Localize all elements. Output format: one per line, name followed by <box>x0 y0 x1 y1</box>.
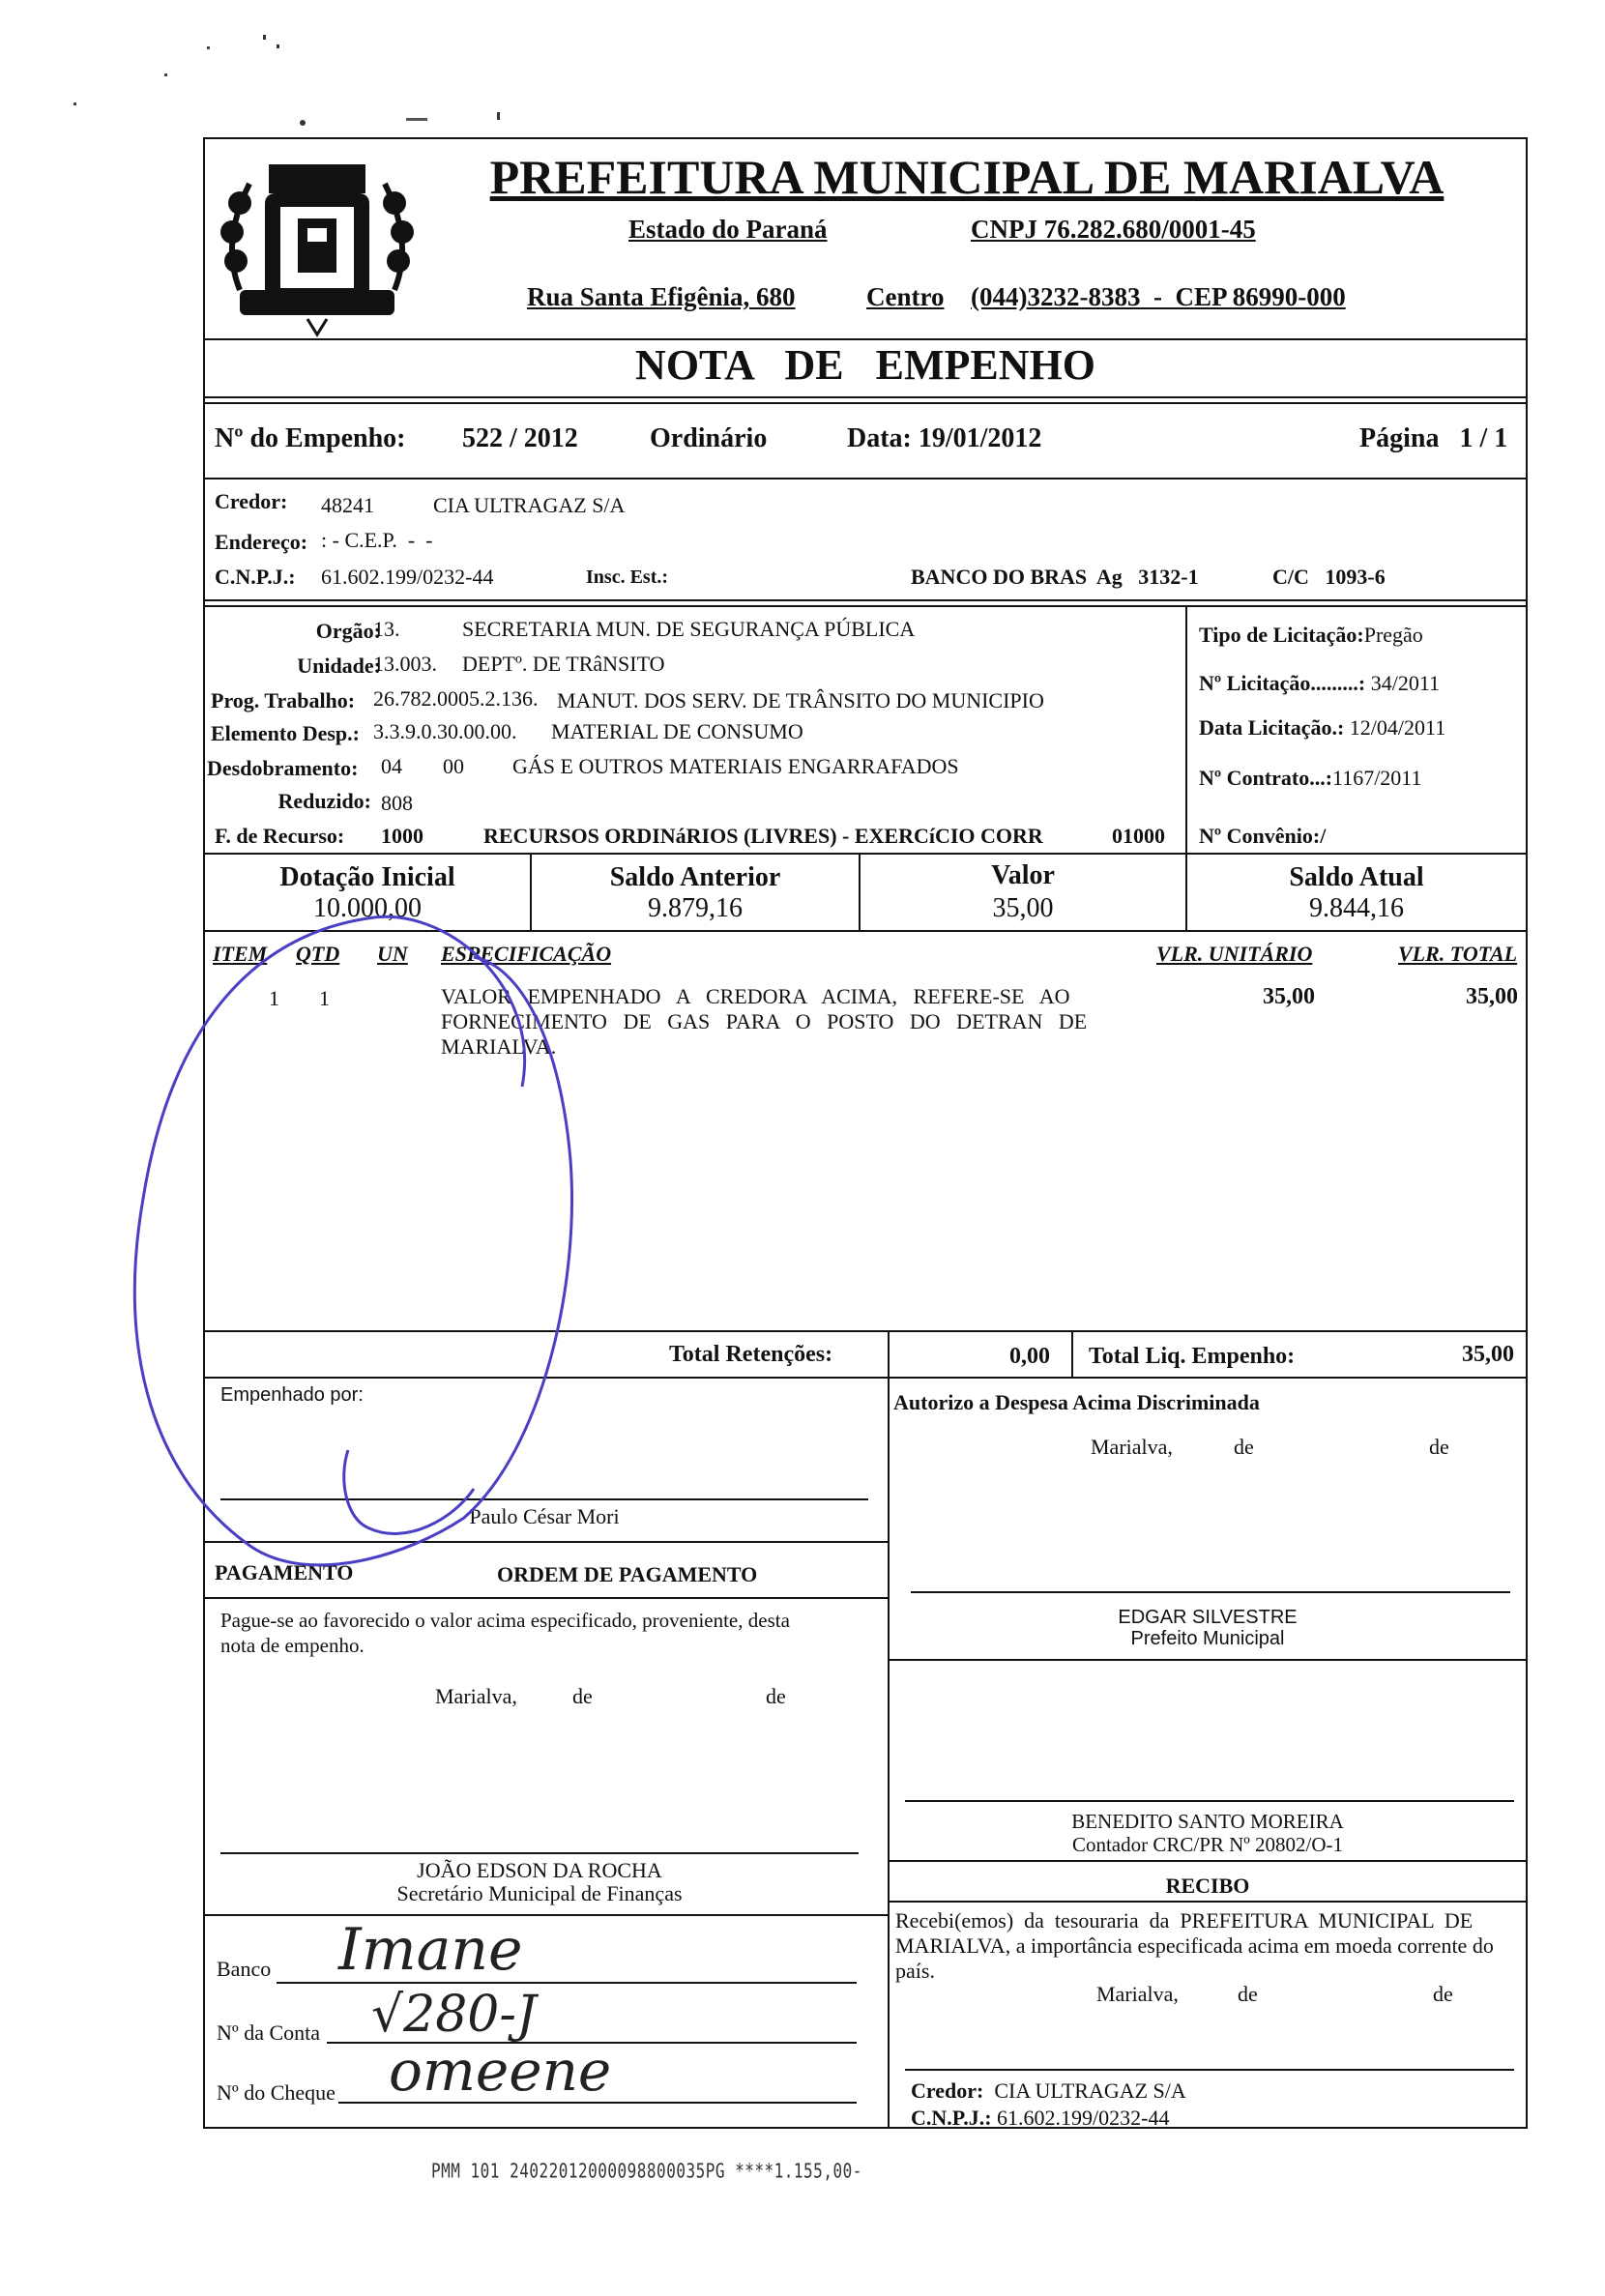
pagamento-role: Secretário Municipal de Finanças <box>396 1881 683 1905</box>
unidade-code: 13.003. <box>373 652 437 676</box>
saldo-atual-label: Saldo Atual <box>1289 862 1424 892</box>
pagamento-text-line1: Pague-se ao favorecido o valor acima especificado, proveniente, desta <box>220 1609 790 1632</box>
unidade-desc: DEPTº. DE TRâNSITO <box>462 652 665 676</box>
total-liq-value: 35,00 <box>1462 1342 1514 1367</box>
contador-name: BENEDITO SANTO MOREIRA <box>1071 1810 1344 1833</box>
pagamento-de1: de <box>572 1684 593 1708</box>
recibo-de2: de <box>1433 1982 1453 2006</box>
banco-handwritten: Imane <box>338 1916 523 1984</box>
item-total-value: 35,00 <box>1466 984 1518 1009</box>
total-retencoes-label: Total Retenções: <box>669 1342 833 1367</box>
banco-value: BANCO DO BRAS Ag 3132-1 <box>911 565 1199 589</box>
item-espec-line2: FORNECIMENTO DE GAS PARA O POSTO DO DETRAN DE <box>441 1009 1088 1033</box>
cc-value: C/C 1093-6 <box>1272 565 1386 589</box>
endereco-value: : - C.E.P. - - <box>321 528 433 552</box>
recibo-place: Marialva, <box>1096 1982 1179 2006</box>
header-title: PREFEITURA MUNICIPAL DE MARIALVA <box>489 150 1444 204</box>
item-qtd: 1 <box>319 986 330 1010</box>
desdobramento-label: Desdobramento: <box>207 756 359 780</box>
desdobramento-code2: 00 <box>443 754 464 778</box>
empenho-number-label: Nº do Empenho: <box>215 423 406 453</box>
autorizo-name: EDGAR SILVESTRE <box>1118 1607 1298 1628</box>
cnpj-value: 61.602.199/0232-44 <box>321 565 494 589</box>
cheque-handwritten: omeene <box>389 2038 612 2104</box>
orgao-label: Orgão: <box>315 619 381 643</box>
recibo-text-line1: Recebi(emos) da tesouraria da PREFEITURA MUNICIPAL DE <box>895 1908 1474 1933</box>
pagamento-de2: de <box>766 1684 786 1708</box>
empenhado-label: Empenhado por: <box>220 1384 364 1406</box>
credor-label: Credor: <box>215 489 288 513</box>
autorizo-role: Prefeito Municipal <box>1130 1628 1285 1649</box>
recibo-credor: Credor: CIA ULTRAGAZ S/A <box>911 2078 1186 2103</box>
reduzido-label: Reduzido: <box>277 789 371 813</box>
items-header-item: ITEM <box>213 942 268 966</box>
pagamento-name: JOÃO EDSON DA ROCHA <box>417 1858 662 1882</box>
unidade-label: Unidade: <box>297 654 381 678</box>
pen-hook-stroke <box>344 1450 474 1533</box>
fonte-code: 1000 <box>381 824 423 848</box>
header-address-phone-cep: (044)3232-8383 - CEP 86990-000 <box>971 282 1346 311</box>
recibo-de1: de <box>1238 1982 1258 2006</box>
credor-code: 48241 <box>321 493 374 517</box>
pen-loop-stroke <box>134 916 571 1565</box>
valor-value: 35,00 <box>992 893 1054 923</box>
header-address-centro: Centro <box>866 282 945 311</box>
fonte-desc: RECURSOS ORDINáRIOS (LIVRES) - EXERCíCIO CORR <box>483 824 1043 848</box>
recibo-title: RECIBO <box>1165 1874 1250 1898</box>
items-header-unit: VLR. UNITÁRIO <box>1156 942 1313 966</box>
recibo-text-line2: MARIALVA, a importância especificada acima em moeda corrente do <box>895 1933 1494 1958</box>
valor-label: Valor <box>991 860 1055 890</box>
recibo-text-line3: país. <box>895 1959 935 1983</box>
licitacao-data: Data Licitação.: 12/04/2011 <box>1199 715 1446 740</box>
insc-label: Insc. Est.: <box>586 567 669 588</box>
autorizo-place: Marialva, <box>1091 1435 1173 1459</box>
cheque-label: Nº do Cheque <box>217 2080 336 2105</box>
prog-code: 26.782.0005.2.136. <box>373 686 539 711</box>
item-espec-line1: VALOR EMPENHADO A CREDORA ACIMA, REFERE-SE AO <box>441 984 1070 1008</box>
prog-desc: MANUT. DOS SERV. DE TRÂNSITO DO MUNICIPIO <box>557 688 1044 712</box>
desdobramento-desc: GÁS E OUTROS MATERIAIS ENGARRAFADOS <box>512 754 959 778</box>
header-estado: Estado do Paraná <box>628 215 828 244</box>
bank-stamp: PMM 101 24022012000098800035PG ****1.155,00- <box>431 2159 862 2183</box>
contador-role: Contador CRC/PR Nº 20802/O-1 <box>1071 1833 1344 1856</box>
item-espec-line3: MARIALVA. <box>441 1034 557 1059</box>
items-header-total: VLR. TOTAL <box>1398 942 1518 966</box>
pagamento-title: ORDEM DE PAGAMENTO <box>497 1562 758 1586</box>
empenhado-name: Paulo César Mori <box>469 1504 620 1528</box>
orgao-code: 13. <box>373 617 400 641</box>
orgao-desc: SECRETARIA MUN. DE SEGURANÇA PÚBLICA <box>462 617 916 641</box>
dotacao-value: 10.000,00 <box>313 893 422 923</box>
items-header-espec: ESPECIFICAÇÃO <box>441 942 612 966</box>
pagamento-label: PAGAMENTO <box>215 1560 354 1584</box>
total-liq-label: Total Liq. Empenho: <box>1089 1344 1296 1369</box>
dotacao-label: Dotação Inicial <box>279 862 455 892</box>
saldo-anterior-label: Saldo Anterior <box>609 862 781 892</box>
elemento-desc: MATERIAL DE CONSUMO <box>551 719 803 743</box>
total-retencoes-value: 0,00 <box>1009 1344 1050 1369</box>
cnpj-label: C.N.P.J.: <box>215 565 296 589</box>
saldo-atual-value: 9.844,16 <box>1309 893 1404 923</box>
items-header-qtd: QTD <box>296 942 340 966</box>
licitacao-num: Nº Licitação.........: 34/2011 <box>1199 671 1441 695</box>
saldo-anterior-value: 9.879,16 <box>648 893 743 923</box>
recibo-cnpj: C.N.P.J.: 61.602.199/0232-44 <box>911 2106 1170 2130</box>
item-unit-value: 35,00 <box>1263 984 1315 1009</box>
header-address-street: Rua Santa Efigênia, 680 <box>527 282 796 311</box>
banco-label: Banco <box>217 1957 272 1981</box>
empenho-data: Data: 19/01/2012 <box>847 423 1042 453</box>
doc-title: NOTA DE EMPENHO <box>635 341 1095 389</box>
elemento-label: Elemento Desp.: <box>211 721 360 745</box>
licitacao-convenio: Nº Convênio:/ <box>1199 824 1327 848</box>
pagamento-place: Marialva, <box>435 1684 517 1708</box>
empenho-number-value: 522 / 2012 <box>462 423 578 453</box>
desdobramento-code1: 04 <box>381 754 402 778</box>
fonte-label: F. de Recurso: <box>215 824 345 848</box>
fonte-num: 01000 <box>1112 824 1165 848</box>
endereco-label: Endereço: <box>215 530 308 554</box>
pagamento-text-line2: nota de empenho. <box>220 1634 365 1657</box>
conta-label: Nº da Conta <box>217 2020 321 2045</box>
autorizo-de2: de <box>1429 1435 1449 1459</box>
licitacao-contrato: Nº Contrato...:1167/2011 <box>1199 766 1422 790</box>
autorizo-de1: de <box>1234 1435 1254 1459</box>
empenho-tipo: Ordinário <box>650 423 768 453</box>
empenho-pagina: Página 1 / 1 <box>1359 423 1508 453</box>
elemento-code: 3.3.9.0.30.00.00. <box>373 719 517 743</box>
header-cnpj: CNPJ 76.282.680/0001-45 <box>971 215 1256 244</box>
reduzido-value: 808 <box>381 791 413 815</box>
licitacao-tipo-label: Tipo de Licitação:Pregão <box>1199 623 1423 647</box>
autorizo-title: Autorizo a Despesa Acima Discriminada <box>893 1390 1260 1414</box>
credor-name: CIA ULTRAGAZ S/A <box>433 493 626 517</box>
items-header-un: UN <box>377 942 408 966</box>
prog-label: Prog. Trabalho: <box>211 688 356 712</box>
item-number: 1 <box>269 986 279 1010</box>
conta-handwritten: √280-J <box>371 1986 537 2044</box>
